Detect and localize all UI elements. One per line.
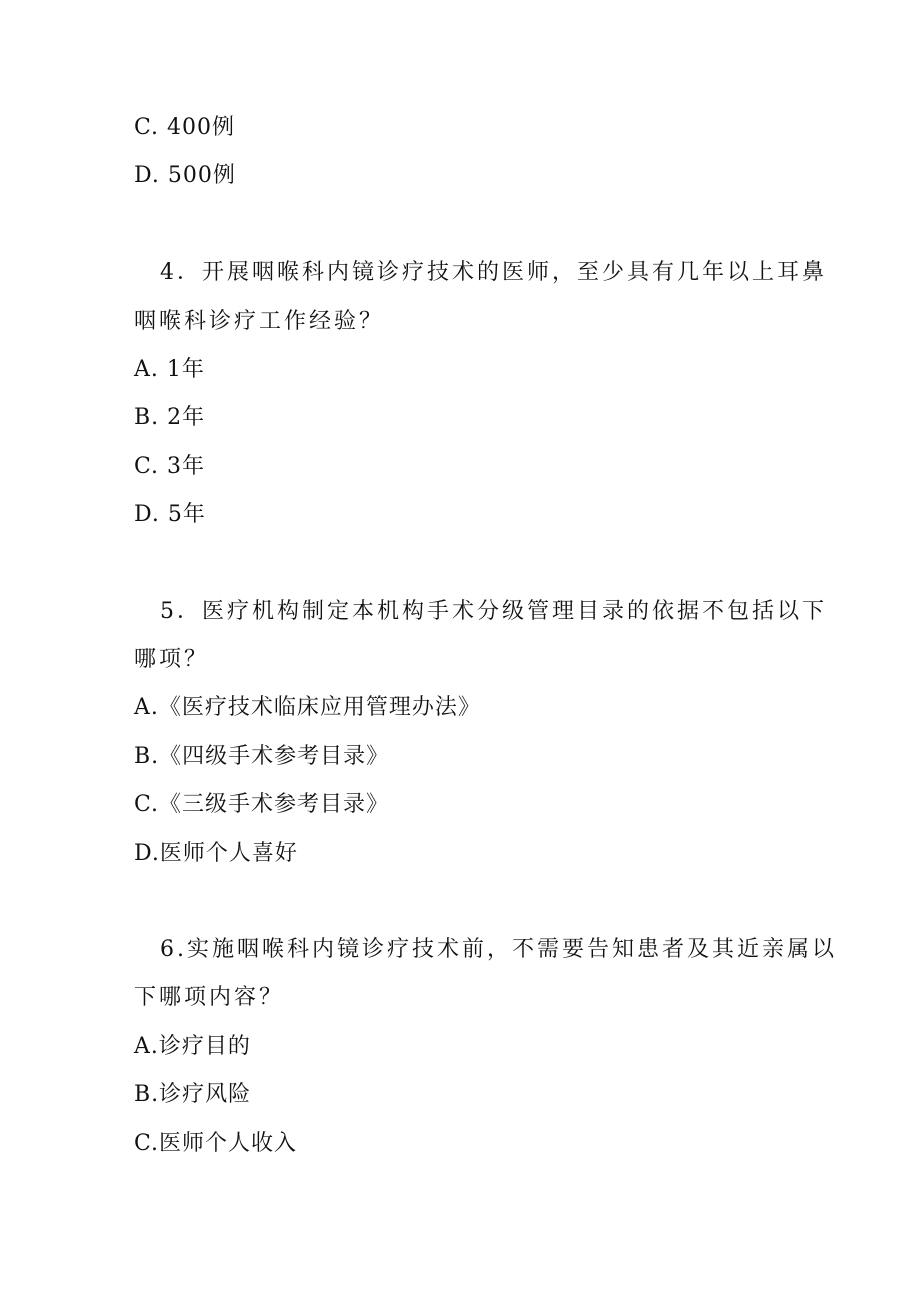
q5-question-line2: 哪项？ [134, 647, 210, 672]
q4-option-a: A. 1年 [134, 357, 205, 382]
q5-option-b: B.《四级手术参考目录》 [134, 744, 390, 769]
q4-option-d: D. 5年 [134, 502, 206, 527]
q5-option-c: C.《三级手术参考目录》 [134, 792, 390, 817]
q6-question-line2: 下哪项内容？ [134, 985, 285, 1010]
q4-question-line2: 咽喉科诊疗工作经验？ [134, 309, 385, 334]
q3-option-c: C. 400例 [134, 115, 236, 140]
q3-option-d: D. 500例 [134, 163, 236, 188]
q6-option-c: C.医师个人收入 [134, 1131, 298, 1156]
q6-option-b: B.诊疗风险 [134, 1082, 252, 1107]
q6-option-a: A.诊疗目的 [134, 1034, 251, 1059]
q4-question-line1: 4．开展咽喉科内镜诊疗技术的医师，至少具有几年以上耳鼻 [160, 260, 827, 285]
q5-question-line1: 5．医疗机构制定本机构手术分级管理目录的依据不包括以下 [160, 599, 827, 624]
q5-option-d: D.医师个人喜好 [134, 841, 298, 866]
q6-question-line1: 6.实施咽喉科内镜诊疗技术前，不需要告知患者及其近亲属以 [160, 937, 837, 962]
q4-option-b: B. 2年 [134, 405, 206, 430]
q5-option-a: A.《医疗技术临床应用管理办法》 [134, 695, 481, 720]
q4-option-c: C. 3年 [134, 454, 206, 479]
